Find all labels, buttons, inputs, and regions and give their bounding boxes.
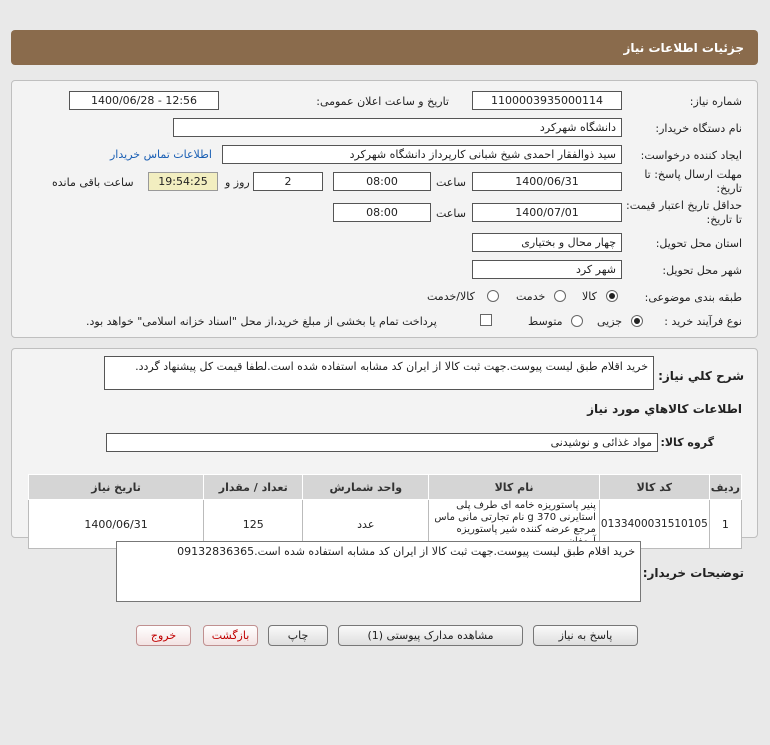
goods-group-field: مواد غذائی و نوشیدنی <box>106 433 658 452</box>
col-row: ردیف <box>709 475 741 500</box>
requester-field: سید ذوالفقار احمدی شیخ شبانی کارپرداز دانشگاه شهرکرد <box>222 145 622 164</box>
print-button[interactable]: چاپ <box>268 625 328 646</box>
category-label: طبقه بندی موضوعی: <box>644 291 742 304</box>
goods-group-label: گروه کالا: <box>660 436 714 449</box>
process-radio-medium[interactable] <box>571 315 583 327</box>
remaining-days-field: 2 <box>253 172 323 191</box>
buyer-contact-link[interactable]: اطلاعات تماس خریدار <box>110 148 212 161</box>
delivery-province-label: استان محل تحویل: <box>655 237 742 250</box>
cell-unit: عدد <box>303 500 429 549</box>
goods-section-title: اطلاعات کالاهاي مورد نياز <box>587 402 742 416</box>
buyer-org-field: دانشگاه شهرکرد <box>173 118 622 137</box>
page-title: جزئیات اطلاعات نیاز <box>623 40 744 55</box>
process-option-medium: متوسط <box>528 315 563 328</box>
treasury-payment-note: پرداخت تمام یا بخشی از مبلغ خرید،از محل "اسناد خزانه اسلامی" خواهد بود. <box>86 315 437 328</box>
price-validity-date: 1400/07/01 <box>472 203 622 222</box>
col-code: کد کالا <box>599 475 709 500</box>
category-option-service: خدمت <box>516 290 546 303</box>
reply-time-label: ساعت <box>436 176 466 189</box>
col-qty: تعداد / مقدار <box>204 475 303 500</box>
buyer-notes-box: خرید اقلام طبق لیست پیوست.جهت ثبت کالا از ایران کد مشابه استفاده شده است.09132836365 <box>116 541 641 602</box>
days-label: روز و <box>225 176 250 189</box>
price-validity-time: 08:00 <box>333 203 431 222</box>
view-attachments-button[interactable]: مشاهده مدارک پیوستی (1) <box>338 625 523 646</box>
price-validity-label: حداقل تاریخ اعتبار قیمت: تا تاریخ: <box>626 199 742 226</box>
need-number-label: شماره نیاز: <box>689 95 742 108</box>
process-option-minor: جزیی <box>597 315 623 328</box>
goods-table-wrap <box>28 474 742 549</box>
reply-deadline-time: 08:00 <box>333 172 431 191</box>
cell-date: 1400/06/31 <box>29 500 204 549</box>
need-number-field: 1100003935000114 <box>472 91 622 110</box>
page-header <box>11 30 758 65</box>
reply-deadline-label: مهلت ارسال پاسخ: تا تاریخ: <box>644 168 742 195</box>
category-radio-service[interactable] <box>554 290 566 302</box>
reply-button[interactable]: پاسخ به نیاز <box>533 625 638 646</box>
buyer-org-label: نام دستگاه خریدار: <box>655 122 742 135</box>
category-radio-both[interactable] <box>487 290 499 302</box>
description-label: شرح کلي نياز: <box>658 369 744 383</box>
col-unit: واحد شمارش <box>303 475 429 500</box>
category-option-both: کالا/خدمت <box>427 290 475 303</box>
category-radio-goods[interactable] <box>606 290 618 302</box>
treasury-payment-checkbox[interactable] <box>480 314 492 326</box>
goods-table <box>28 474 742 549</box>
cell-name: پنیر پاستوریزه خامه ای طرف پلی استایرنی 370 g نام تجارتی مانی ماس مرجع عرضه کننده شیر پاستوریزه <box>429 500 600 549</box>
description-box: خرید اقلام طبق لیست پیوست.جهت ثبت کالا از ایران کد مشابه استفاده شده است.لطفا قیمت کل پیشنهاد گردد. <box>104 356 654 390</box>
requester-label: ایجاد کننده درخواست: <box>640 149 742 162</box>
process-radio-minor[interactable] <box>631 315 643 327</box>
announce-datetime-field: 1400/06/28 - 12:56 <box>69 91 219 110</box>
delivery-province-field: چهار محال و بختیاری <box>472 233 622 252</box>
exit-button[interactable]: خروج <box>136 625 191 646</box>
back-button[interactable]: بازگشت <box>203 625 258 646</box>
process-type-label: نوع فرآیند خرید : <box>664 315 742 328</box>
buyer-notes-label: توضیحات خریدار: <box>642 566 744 580</box>
remaining-label: ساعت باقی مانده <box>52 176 134 189</box>
announce-datetime-label: تاریخ و ساعت اعلان عمومی: <box>316 95 449 108</box>
col-date: تاریخ نیاز <box>29 475 204 500</box>
category-option-goods: کالا <box>582 290 597 303</box>
delivery-city-field: شهر کرد <box>472 260 622 279</box>
price-time-label: ساعت <box>436 207 466 220</box>
reply-deadline-date: 1400/06/31 <box>472 172 622 191</box>
col-name: نام کالا <box>429 475 600 500</box>
cell-row: 1 <box>709 500 741 549</box>
delivery-city-label: شهر محل تحویل: <box>662 264 742 277</box>
remaining-time-field: 19:54:25 <box>148 172 218 191</box>
goods-table-header <box>29 475 742 500</box>
cell-qty: 125 <box>204 500 303 549</box>
cell-code: 0133400031510105 <box>599 500 709 549</box>
